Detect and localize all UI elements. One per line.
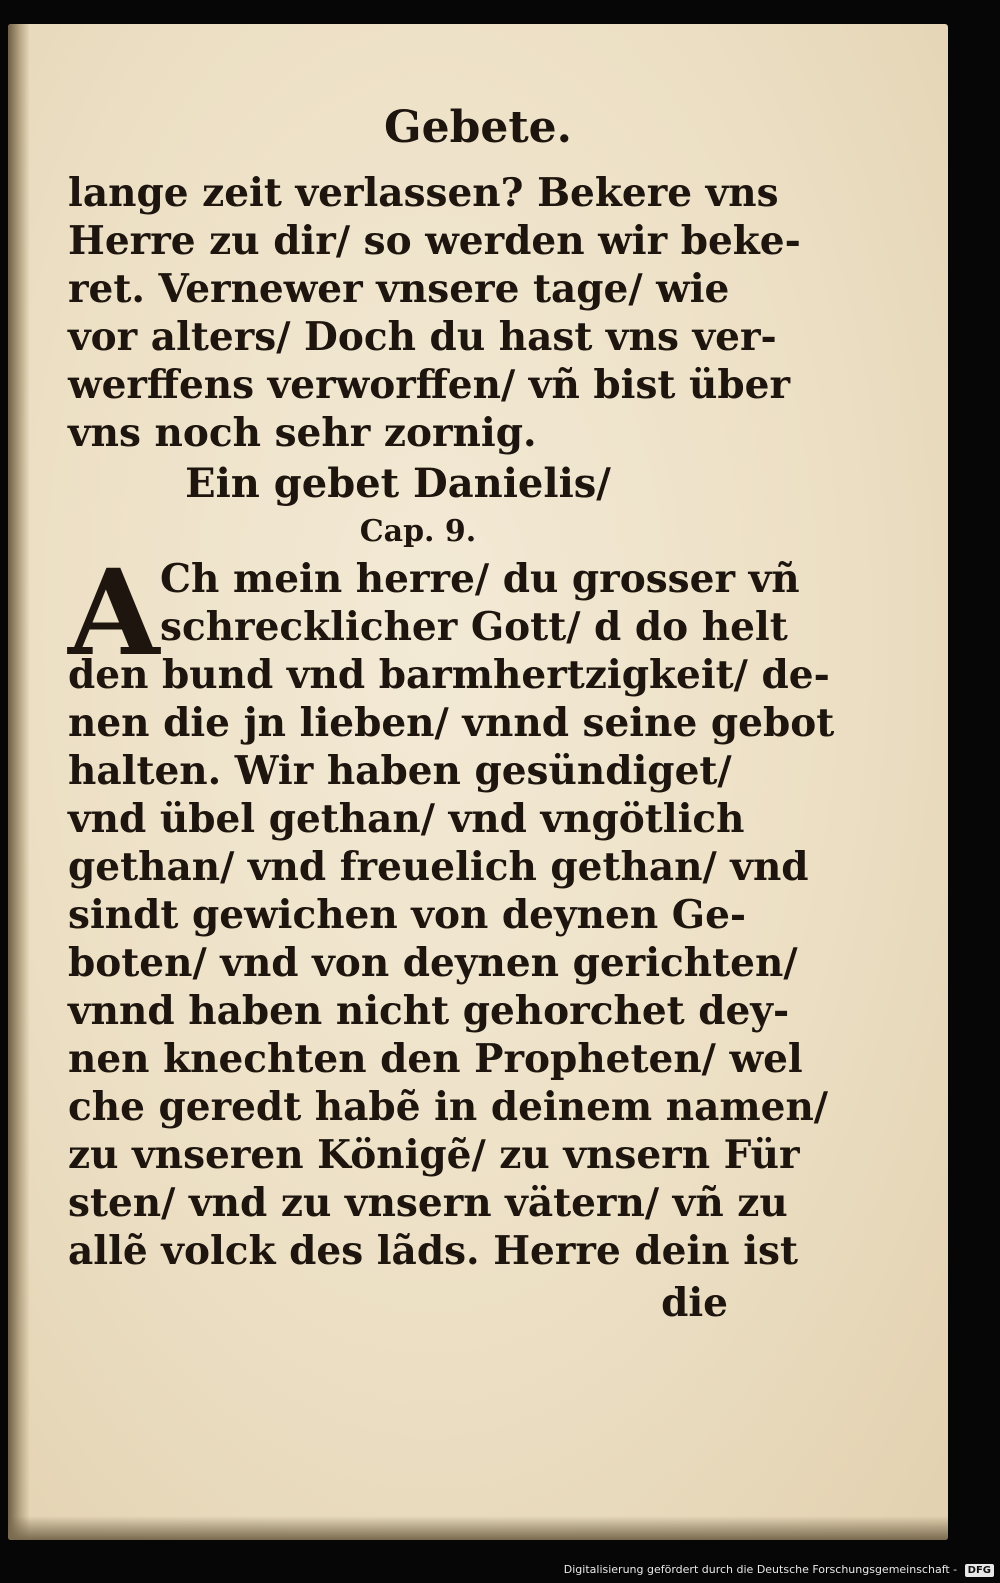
- text-line: schrecklicher Gott/ d do helt: [160, 604, 788, 650]
- prayer-heading: Ein gebet Danielis/: [185, 460, 611, 507]
- text-line: halten. Wir haben gesündiget/: [68, 748, 732, 794]
- book-page: [8, 24, 948, 1540]
- dfg-logo: DFG: [965, 1564, 994, 1577]
- text-line: nen knechten den Propheten/ wel: [68, 1036, 803, 1082]
- text-line: vnnd haben nicht gehorchet dey-: [68, 988, 790, 1034]
- running-head: Gebete.: [384, 102, 572, 153]
- chapter-reference: Cap. 9.: [359, 514, 477, 549]
- digitization-credit: [0, 1563, 994, 1577]
- text-line: Ch mein herre/ du grosser vñ: [160, 556, 800, 602]
- text-block: [68, 169, 835, 1327]
- text-line: sten/ vnd zu vnsern vätern/ vñ zu: [68, 1180, 788, 1226]
- page-bottom-edge: [8, 1516, 948, 1540]
- text-line: Herre zu dir/ so werden wir beke-: [68, 218, 801, 264]
- text-line: zu vnseren Königẽ/ zu vnsern Für: [68, 1132, 800, 1178]
- drop-initial: A: [68, 543, 160, 682]
- text-line: vns noch sehr zornig.: [68, 410, 537, 456]
- text-line: boten/ vnd von deynen gerichten/: [68, 940, 798, 986]
- text-line: che geredt habẽ in deinem namen/: [68, 1084, 829, 1130]
- text-line: allẽ volck des lãds. Herre dein ist: [68, 1228, 798, 1274]
- credit-text: Digitalisierung gefördert durch die Deutsche Forschungsgemeinschaft -: [563, 1563, 958, 1576]
- text-line: nen die jn lieben/ vnnd seine gebot: [68, 700, 835, 746]
- text-line: sindt gewichen von deynen Ge-: [68, 892, 747, 938]
- text-line: vor alters/ Doch du hast vns ver-: [68, 314, 777, 360]
- catchword: die: [661, 1280, 728, 1326]
- text-line: ret. Vernewer vnsere tage/ wie: [68, 266, 730, 312]
- text-line: gethan/ vnd freuelich gethan/ vnd: [68, 844, 809, 890]
- text-line: werffens verworffen/ vñ bist über: [68, 362, 791, 408]
- text-line: lange zeit verlassen? Bekere vns: [68, 170, 779, 216]
- text-line: vnd übel gethan/ vnd vngötlich: [68, 796, 745, 842]
- text-line: den bund vnd barmhertzigkeit/ de-: [68, 652, 830, 698]
- page-binding-edge: [8, 24, 30, 1540]
